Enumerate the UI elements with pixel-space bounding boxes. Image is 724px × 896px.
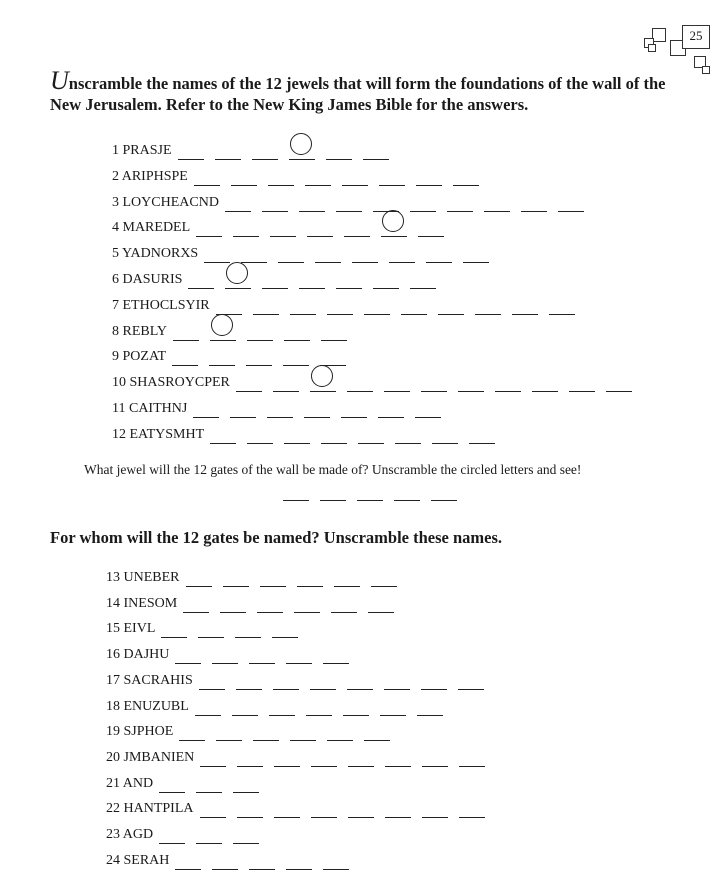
letter-blank[interactable] xyxy=(204,244,230,263)
letter-blank[interactable] xyxy=(394,482,420,501)
letter-blank[interactable] xyxy=(225,193,251,212)
letter-blank[interactable] xyxy=(416,167,442,186)
letter-blank[interactable] xyxy=(175,851,201,870)
answer-blanks xyxy=(161,619,309,638)
answer-blanks xyxy=(204,244,500,263)
letter-blank[interactable] xyxy=(278,244,304,263)
scrambled-word: 20 JMBANIEN xyxy=(106,749,195,765)
letter-blank[interactable] xyxy=(161,619,187,638)
letter-blank[interactable] xyxy=(422,748,448,767)
letter-blank[interactable] xyxy=(233,774,259,793)
gate-question: What jewel will the 12 gates of the wall be made of? Unscramble the circled letters and see! xyxy=(84,462,582,477)
letter-blank[interactable] xyxy=(438,296,464,315)
scrambled-word: 11 CAITHNJ xyxy=(112,401,188,416)
puzzle-row xyxy=(106,671,495,693)
letter-blank[interactable] xyxy=(196,774,222,793)
scrambled-word: 15 EIVL xyxy=(106,621,156,637)
circled-letter-blank[interactable] xyxy=(289,141,315,160)
puzzle-row xyxy=(106,697,454,719)
letter-blank[interactable] xyxy=(209,347,235,366)
answer-blanks xyxy=(193,399,452,418)
letter-blank[interactable] xyxy=(321,322,347,341)
letter-blank[interactable] xyxy=(186,568,212,587)
letter-blank[interactable] xyxy=(348,748,374,767)
letter-blank[interactable] xyxy=(410,270,436,289)
letter-blank[interactable] xyxy=(284,425,310,444)
scrambled-word: 19 SJPHOE xyxy=(106,724,174,740)
letter-blank[interactable] xyxy=(262,270,288,289)
letter-blank[interactable] xyxy=(193,399,219,418)
letter-blank[interactable] xyxy=(212,645,238,664)
letter-blank[interactable] xyxy=(297,568,323,587)
letter-blank[interactable] xyxy=(426,244,452,263)
letter-blank[interactable] xyxy=(233,218,259,237)
letter-blank[interactable] xyxy=(286,645,312,664)
letter-blank[interactable] xyxy=(384,373,410,392)
letter-blank[interactable] xyxy=(495,373,521,392)
letter-blank[interactable] xyxy=(284,322,310,341)
letter-blank[interactable] xyxy=(380,697,406,716)
puzzle-row xyxy=(112,193,595,215)
letter-blank[interactable] xyxy=(299,193,325,212)
scrambled-word: 16 DAJHU xyxy=(106,647,170,663)
letter-blank[interactable] xyxy=(421,373,447,392)
letter-blank[interactable] xyxy=(199,671,225,690)
scrambled-word: 10 SHASROYCPER xyxy=(112,375,230,391)
letter-blank[interactable] xyxy=(447,193,473,212)
letter-blank[interactable] xyxy=(216,296,242,315)
circled-letter-blank[interactable] xyxy=(210,322,236,341)
puzzle-row xyxy=(106,799,496,821)
instructions-text: nscramble the names of the 12 jewels that will form the foundations of the wall of the New Jerusalem. Refer to the New King James Bible for the answers. xyxy=(50,74,666,114)
instructions-paragraph xyxy=(50,66,700,115)
letter-blank[interactable] xyxy=(453,167,479,186)
answer-blanks xyxy=(225,193,595,212)
letter-blank[interactable] xyxy=(200,799,226,818)
letter-blank[interactable] xyxy=(210,425,236,444)
letter-blank[interactable] xyxy=(232,697,258,716)
letter-blank[interactable] xyxy=(253,296,279,315)
answer-blanks xyxy=(236,373,643,392)
puzzle-row xyxy=(106,594,405,616)
answer-blanks xyxy=(283,482,468,501)
letter-blank[interactable] xyxy=(173,322,199,341)
drop-cap-letter: U xyxy=(50,66,69,95)
letter-blank[interactable] xyxy=(270,218,296,237)
letter-blank[interactable] xyxy=(246,347,272,366)
letter-blank[interactable] xyxy=(363,141,389,160)
letter-blank[interactable] xyxy=(458,671,484,690)
letter-blank[interactable] xyxy=(290,296,316,315)
letter-blank[interactable] xyxy=(249,645,275,664)
letter-blank[interactable] xyxy=(215,141,241,160)
letter-blank[interactable] xyxy=(200,748,226,767)
letter-blank[interactable] xyxy=(249,851,275,870)
letter-blank[interactable] xyxy=(196,218,222,237)
letter-blank[interactable] xyxy=(331,594,357,613)
answer-blanks xyxy=(194,167,490,186)
letter-blank[interactable] xyxy=(247,425,273,444)
letter-blank[interactable] xyxy=(257,594,283,613)
puzzle-row xyxy=(106,748,496,770)
letter-blank[interactable] xyxy=(347,671,373,690)
letter-blank[interactable] xyxy=(358,425,384,444)
letter-blank[interactable] xyxy=(549,296,575,315)
page-number: 25 xyxy=(682,25,710,49)
letter-blank[interactable] xyxy=(212,851,238,870)
letter-blank[interactable] xyxy=(384,671,410,690)
letter-blank[interactable] xyxy=(352,244,378,263)
letter-blank[interactable] xyxy=(172,347,198,366)
answer-blanks xyxy=(172,347,357,366)
answer-blanks xyxy=(175,645,360,664)
letter-blank[interactable] xyxy=(267,399,293,418)
letter-blank[interactable] xyxy=(269,697,295,716)
letter-blank[interactable] xyxy=(327,296,353,315)
scrambled-word: 12 EATYSMHT xyxy=(112,426,205,442)
answer-blanks xyxy=(188,270,447,289)
letter-blank[interactable] xyxy=(260,568,286,587)
letter-blank[interactable] xyxy=(385,799,411,818)
letter-blank[interactable] xyxy=(283,347,309,366)
puzzle-row xyxy=(112,373,643,395)
answer-blanks xyxy=(159,774,270,793)
letter-blank[interactable] xyxy=(175,645,201,664)
answer-blanks xyxy=(216,296,586,315)
letter-blank[interactable] xyxy=(463,244,489,263)
letter-blank[interactable] xyxy=(389,244,415,263)
circled-letter-blank[interactable] xyxy=(225,270,251,289)
letter-blank[interactable] xyxy=(272,619,298,638)
letter-blank[interactable] xyxy=(273,373,299,392)
answer-blanks xyxy=(195,697,454,716)
puzzle-row xyxy=(112,141,400,163)
letter-blank[interactable] xyxy=(431,482,457,501)
circled-letter-blank[interactable] xyxy=(381,218,407,237)
letter-blank[interactable] xyxy=(253,722,279,741)
letter-blank[interactable] xyxy=(336,193,362,212)
puzzle-row xyxy=(106,774,270,796)
letter-blank[interactable] xyxy=(286,851,312,870)
letter-blank[interactable] xyxy=(321,425,347,444)
letter-blank[interactable] xyxy=(558,193,584,212)
scrambled-word: 21 AND xyxy=(106,775,154,791)
letter-blank[interactable] xyxy=(342,167,368,186)
letter-blank[interactable] xyxy=(475,296,501,315)
letter-blank[interactable] xyxy=(432,425,458,444)
letter-blank[interactable] xyxy=(348,799,374,818)
letter-blank[interactable] xyxy=(237,748,263,767)
scrambled-word: 6 DASURIS xyxy=(112,272,183,287)
circled-letter-blank[interactable] xyxy=(310,373,336,392)
letter-blank[interactable] xyxy=(194,167,220,186)
names-heading: For whom will the 12 gates be named? Unscramble these names. xyxy=(50,528,503,547)
letter-blank[interactable] xyxy=(532,373,558,392)
scrambled-word: 17 SACRAHIS xyxy=(106,672,193,688)
puzzle-row xyxy=(106,568,408,590)
letter-blank[interactable] xyxy=(469,425,495,444)
letter-blank[interactable] xyxy=(385,748,411,767)
letter-blank[interactable] xyxy=(422,799,448,818)
letter-blank[interactable] xyxy=(183,594,209,613)
letter-blank[interactable] xyxy=(311,799,337,818)
letter-blank[interactable] xyxy=(343,697,369,716)
letter-blank[interactable] xyxy=(326,141,352,160)
letter-blank[interactable] xyxy=(220,594,246,613)
letter-blank[interactable] xyxy=(216,722,242,741)
letter-blank[interactable] xyxy=(262,193,288,212)
puzzle-row xyxy=(112,218,455,240)
letter-blank[interactable] xyxy=(371,568,397,587)
letter-blank[interactable] xyxy=(378,399,404,418)
letter-blank[interactable] xyxy=(512,296,538,315)
letter-blank[interactable] xyxy=(283,482,309,501)
scrambled-word: 3 LOYCHEACND xyxy=(112,194,219,210)
scrambled-word: 23 AGD xyxy=(106,827,154,842)
letter-blank[interactable] xyxy=(334,568,360,587)
scrambled-word: 13 UNEBER xyxy=(106,570,180,585)
letter-blank[interactable] xyxy=(459,748,485,767)
letter-blank[interactable] xyxy=(323,851,349,870)
letter-blank[interactable] xyxy=(231,167,257,186)
scrambled-word: 9 POZAT xyxy=(112,349,167,365)
scrambled-word: 24 SERAH xyxy=(106,852,170,868)
letter-blank[interactable] xyxy=(458,373,484,392)
letter-blank[interactable] xyxy=(521,193,547,212)
answer-blanks xyxy=(186,568,408,587)
letter-blank[interactable] xyxy=(320,482,346,501)
letter-blank[interactable] xyxy=(320,347,346,366)
puzzle-row xyxy=(106,851,360,873)
letter-blank[interactable] xyxy=(364,722,390,741)
letter-blank[interactable] xyxy=(196,825,222,844)
letter-blank[interactable] xyxy=(418,218,444,237)
scrambled-word: 5 YADNORXS xyxy=(112,246,199,262)
answer-blanks xyxy=(200,799,496,818)
answer-blanks xyxy=(178,141,400,160)
puzzle-row xyxy=(112,167,490,189)
scrambled-word: 14 INESOM xyxy=(106,595,178,611)
letter-blank[interactable] xyxy=(274,799,300,818)
letter-blank[interactable] xyxy=(421,671,447,690)
scrambled-word: 7 ETHOCLSYIR xyxy=(112,297,210,313)
letter-blank[interactable] xyxy=(569,373,595,392)
letter-blank[interactable] xyxy=(315,244,341,263)
letter-blank[interactable] xyxy=(236,671,262,690)
letter-blank[interactable] xyxy=(247,322,273,341)
letter-blank[interactable] xyxy=(401,296,427,315)
letter-blank[interactable] xyxy=(311,748,337,767)
puzzle-row xyxy=(106,722,401,744)
gate-answer-blanks[interactable] xyxy=(283,482,468,501)
puzzle-row xyxy=(112,399,452,421)
letter-blank[interactable] xyxy=(344,218,370,237)
letter-blank[interactable] xyxy=(252,141,278,160)
answer-blanks xyxy=(179,722,401,741)
letter-blank[interactable] xyxy=(195,697,221,716)
scrambled-word: 1 PRASJE xyxy=(112,143,172,158)
answer-blanks xyxy=(175,851,360,870)
letter-blank[interactable] xyxy=(606,373,632,392)
letter-blank[interactable] xyxy=(178,141,204,160)
letter-blank[interactable] xyxy=(373,270,399,289)
answer-blanks xyxy=(210,425,506,444)
letter-blank[interactable] xyxy=(237,799,263,818)
letter-blank[interactable] xyxy=(484,193,510,212)
answer-blanks xyxy=(159,825,270,844)
letter-blank[interactable] xyxy=(379,167,405,186)
puzzle-row xyxy=(112,322,358,344)
letter-blank[interactable] xyxy=(223,568,249,587)
scrambled-word: 4 MAREDEL xyxy=(112,220,191,236)
letter-blank[interactable] xyxy=(236,373,262,392)
puzzle-row xyxy=(106,645,360,667)
letter-blank[interactable] xyxy=(364,296,390,315)
answer-blanks xyxy=(183,594,405,613)
scrambled-word: 8 REBLY xyxy=(112,323,167,339)
letter-blank[interactable] xyxy=(268,167,294,186)
letter-blank[interactable] xyxy=(294,594,320,613)
scrambled-word: 2 ARIPHSPE xyxy=(112,168,188,184)
letter-blank[interactable] xyxy=(341,399,367,418)
letter-blank[interactable] xyxy=(274,748,300,767)
letter-blank[interactable] xyxy=(290,722,316,741)
letter-blank[interactable] xyxy=(305,167,331,186)
scrambled-word: 18 ENUZUBL xyxy=(106,698,189,714)
letter-blank[interactable] xyxy=(159,825,185,844)
puzzle-row xyxy=(112,270,447,292)
puzzle-row xyxy=(106,825,270,847)
letter-blank[interactable] xyxy=(233,825,259,844)
letter-blank[interactable] xyxy=(299,270,325,289)
letter-blank[interactable] xyxy=(230,399,256,418)
puzzle-row xyxy=(106,619,309,641)
letter-blank[interactable] xyxy=(459,799,485,818)
answer-blanks xyxy=(173,322,358,341)
letter-blank[interactable] xyxy=(304,399,330,418)
scrambled-word: 22 HANTPILA xyxy=(106,801,194,817)
letter-blank[interactable] xyxy=(310,671,336,690)
letter-blank[interactable] xyxy=(347,373,373,392)
letter-blank[interactable] xyxy=(415,399,441,418)
letter-blank[interactable] xyxy=(273,671,299,690)
letter-blank[interactable] xyxy=(235,619,261,638)
letter-blank[interactable] xyxy=(159,774,185,793)
letter-blank[interactable] xyxy=(179,722,205,741)
puzzle-row xyxy=(112,296,586,318)
puzzle-row xyxy=(112,244,500,266)
letter-blank[interactable] xyxy=(198,619,224,638)
letter-blank[interactable] xyxy=(323,645,349,664)
letter-blank[interactable] xyxy=(417,697,443,716)
letter-blank[interactable] xyxy=(395,425,421,444)
letter-blank[interactable] xyxy=(410,193,436,212)
letter-blank[interactable] xyxy=(368,594,394,613)
answer-blanks xyxy=(196,218,455,237)
letter-blank[interactable] xyxy=(241,244,267,263)
answer-blanks xyxy=(199,671,495,690)
letter-blank[interactable] xyxy=(336,270,362,289)
letter-blank[interactable] xyxy=(327,722,353,741)
letter-blank[interactable] xyxy=(373,193,399,212)
answer-blanks xyxy=(200,748,496,767)
puzzle-row xyxy=(112,425,506,447)
letter-blank[interactable] xyxy=(306,697,332,716)
letter-blank[interactable] xyxy=(307,218,333,237)
letter-blank[interactable] xyxy=(188,270,214,289)
letter-blank[interactable] xyxy=(357,482,383,501)
